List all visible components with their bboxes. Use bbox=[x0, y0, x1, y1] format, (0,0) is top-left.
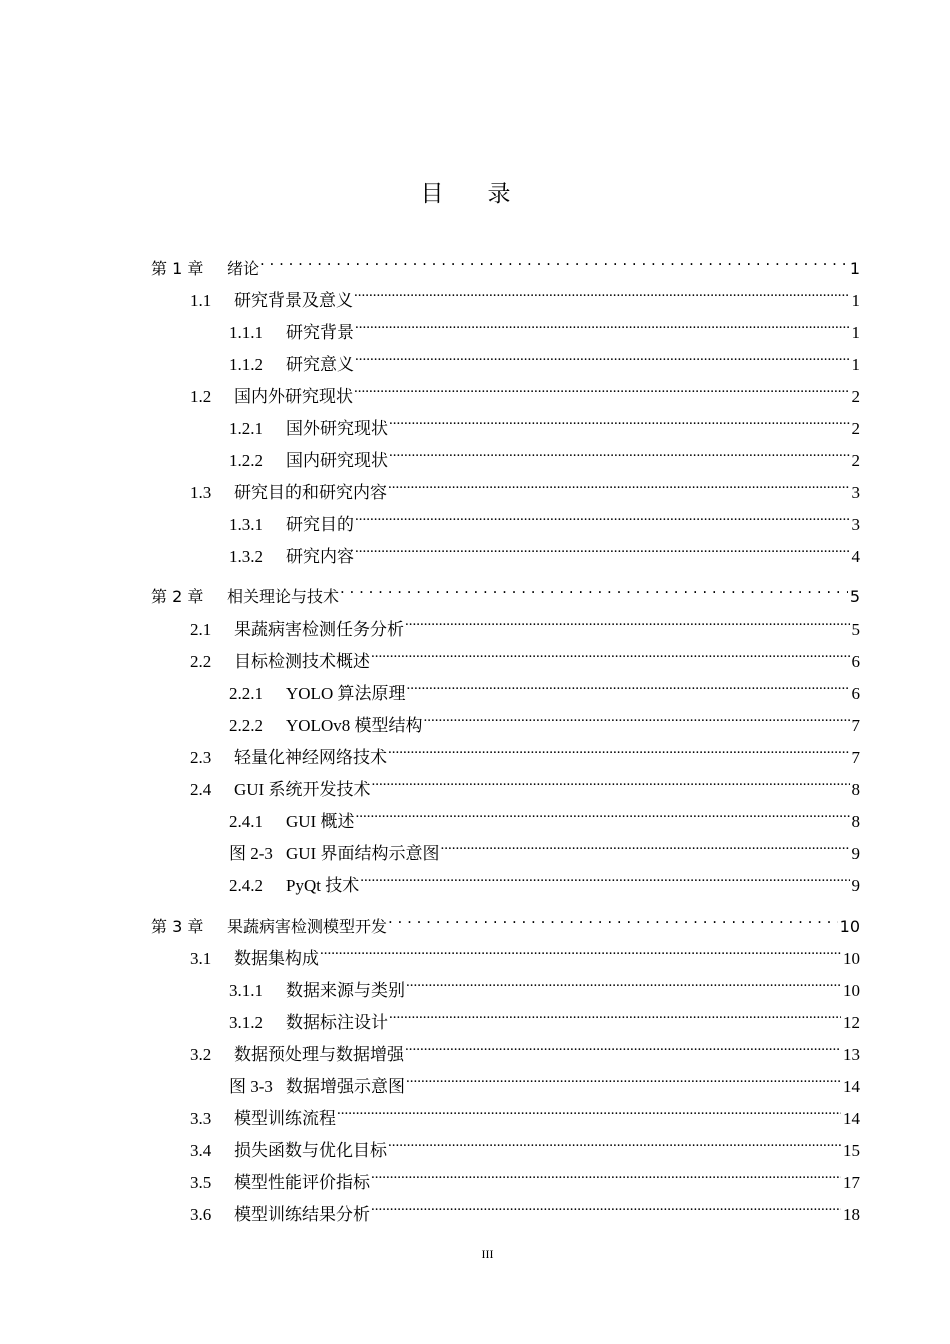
dot-leader bbox=[406, 669, 849, 699]
toc-entry-page-number: 2 bbox=[851, 451, 860, 470]
toc-entry[interactable] bbox=[229, 532, 860, 566]
toc-entry[interactable] bbox=[190, 1158, 860, 1192]
toc-entry-page-number: 7 bbox=[851, 748, 860, 767]
toc-entry-page-number: 9 bbox=[851, 876, 860, 895]
toc-entry-page-number: 2 bbox=[851, 387, 860, 406]
dot-leader bbox=[405, 605, 850, 635]
toc-entry-number: 3.1 bbox=[190, 949, 212, 968]
toc-entry[interactable] bbox=[229, 966, 860, 1000]
toc-entry[interactable] bbox=[151, 244, 860, 278]
dot-leader bbox=[354, 372, 850, 402]
toc-entry-page-number: 6 bbox=[851, 652, 860, 671]
toc-entry-title: 模型训练结果分析 bbox=[234, 1205, 370, 1224]
toc-entry-number: 3.5 bbox=[190, 1173, 212, 1192]
toc-entry-page-number: 10 bbox=[839, 917, 860, 936]
toc-entry-page-number: 8 bbox=[851, 780, 860, 799]
toc-entry-title: 相关理论与技术 bbox=[227, 587, 340, 606]
toc-entry-title: GUI 系统开发技术 bbox=[234, 780, 371, 799]
dot-leader bbox=[388, 733, 850, 763]
toc-entry-number: 3.1.1 bbox=[229, 981, 263, 1000]
dot-leader bbox=[355, 797, 849, 827]
toc-entry[interactable] bbox=[229, 797, 860, 831]
toc-entry[interactable] bbox=[190, 637, 860, 671]
toc-entry-title: 研究背景 bbox=[286, 323, 354, 342]
dot-leader bbox=[360, 861, 849, 891]
toc-entry-number: 1.1 bbox=[190, 291, 212, 310]
toc-entry[interactable] bbox=[229, 861, 860, 895]
dot-leader bbox=[388, 902, 838, 932]
dot-leader bbox=[389, 998, 841, 1028]
dot-leader bbox=[371, 1158, 841, 1188]
toc-entry[interactable] bbox=[190, 765, 860, 799]
toc-entry-title: 研究目的和研究内容 bbox=[234, 483, 387, 502]
toc-entry-number: 2.1 bbox=[190, 620, 212, 639]
toc-entry-title: 绪论 bbox=[227, 259, 260, 278]
toc-entry-number: 1.3.2 bbox=[229, 547, 263, 566]
toc-entry[interactable] bbox=[190, 276, 860, 310]
dot-leader bbox=[355, 340, 850, 370]
toc-entry-title: 果蔬病害检测模型开发 bbox=[227, 917, 388, 936]
toc-entry[interactable] bbox=[229, 500, 860, 534]
toc-entry-title: 研究内容 bbox=[286, 547, 354, 566]
toc-entry[interactable] bbox=[229, 1062, 860, 1096]
page-title: 目录 bbox=[420, 181, 555, 207]
toc-entry[interactable] bbox=[229, 829, 860, 863]
toc-entry-number: 3.6 bbox=[190, 1205, 212, 1224]
toc-entry-number: 3.1.2 bbox=[229, 1013, 263, 1032]
toc-entry-title: GUI 概述 bbox=[286, 812, 355, 831]
toc-entry-page-number: 8 bbox=[851, 812, 860, 831]
dot-leader bbox=[355, 532, 850, 562]
toc-entry-number: 3.3 bbox=[190, 1109, 212, 1128]
toc-entry[interactable] bbox=[190, 934, 860, 968]
toc-entry-page-number: 17 bbox=[843, 1173, 860, 1192]
dot-leader bbox=[371, 1190, 841, 1220]
toc-entry-number: 2.2.1 bbox=[229, 684, 263, 703]
toc-entry-page-number: 5 bbox=[849, 587, 860, 606]
toc-entry-number: 1.2.1 bbox=[229, 419, 263, 438]
toc-entry-page-number: 14 bbox=[843, 1109, 860, 1128]
toc-entry-number: 图 2-3 bbox=[229, 844, 273, 863]
toc-entry[interactable] bbox=[190, 1094, 860, 1128]
toc-entry-number: 3.2 bbox=[190, 1045, 212, 1064]
toc-entry-title: 模型性能评价指标 bbox=[234, 1173, 370, 1192]
toc-entry-title: 研究意义 bbox=[286, 355, 354, 374]
dot-leader bbox=[423, 701, 849, 731]
toc-entry-page-number: 6 bbox=[851, 684, 860, 703]
toc-entry[interactable] bbox=[151, 902, 860, 936]
dot-leader bbox=[340, 572, 848, 602]
toc-entry[interactable] bbox=[229, 701, 860, 735]
toc-entry-number: 1.1.1 bbox=[229, 323, 263, 342]
dot-leader bbox=[389, 404, 850, 434]
toc-entry-page-number: 14 bbox=[843, 1077, 860, 1096]
toc-entry-number: 图 3-3 bbox=[229, 1077, 273, 1096]
toc-entry-title: GUI 界面结构示意图 bbox=[286, 844, 440, 863]
toc-entry-page-number: 5 bbox=[851, 620, 860, 639]
toc-entry-number: 1.3 bbox=[190, 483, 212, 502]
dot-leader bbox=[260, 244, 848, 274]
toc-entry-number: 2.4.1 bbox=[229, 812, 263, 831]
toc-entry-title: 数据集构成 bbox=[234, 949, 319, 968]
toc-entry-number: 第 2 章 bbox=[151, 587, 204, 606]
toc-entry[interactable] bbox=[190, 733, 860, 767]
toc-entry-number: 2.2 bbox=[190, 652, 212, 671]
toc-entry-title: 国外研究现状 bbox=[286, 419, 388, 438]
toc-entry[interactable] bbox=[190, 1190, 860, 1224]
toc-entry[interactable] bbox=[229, 436, 860, 470]
toc-entry-title: 数据标注设计 bbox=[286, 1013, 388, 1032]
dot-leader bbox=[406, 1062, 841, 1092]
toc-entry-title: 数据预处理与数据增强 bbox=[234, 1045, 404, 1064]
toc-entry-page-number: 3 bbox=[851, 483, 860, 502]
dot-leader bbox=[371, 765, 849, 795]
toc-entry-title: YOLOv8 模型结构 bbox=[286, 716, 423, 735]
dot-leader bbox=[355, 308, 850, 338]
toc-entry-page-number: 9 bbox=[851, 844, 860, 863]
toc-entry[interactable] bbox=[190, 372, 860, 406]
toc-entry-title: YOLO 算法原理 bbox=[286, 684, 406, 703]
dot-leader bbox=[388, 1126, 841, 1156]
dot-leader bbox=[355, 500, 850, 530]
toc-entry-page-number: 13 bbox=[843, 1045, 860, 1064]
toc-entry-title: 研究背景及意义 bbox=[234, 291, 353, 310]
toc-entry[interactable] bbox=[190, 468, 860, 502]
toc-entry-number: 2.4 bbox=[190, 780, 212, 799]
toc-entry[interactable] bbox=[190, 1030, 860, 1064]
toc-entry-number: 1.2.2 bbox=[229, 451, 263, 470]
toc-entry-title: 损失函数与优化目标 bbox=[234, 1141, 387, 1160]
toc-entry-title: 数据增强示意图 bbox=[286, 1077, 405, 1096]
toc-entry-page-number: 12 bbox=[843, 1013, 860, 1032]
toc-entry-title: 研究目的 bbox=[286, 515, 354, 534]
toc-entry-title: 国内外研究现状 bbox=[234, 387, 353, 406]
dot-leader bbox=[354, 276, 850, 306]
toc-entry-title: 模型训练流程 bbox=[234, 1109, 336, 1128]
dot-leader bbox=[405, 1030, 841, 1060]
toc-entry-title: 果蔬病害检测任务分析 bbox=[234, 620, 404, 639]
toc-entry-page-number: 1 bbox=[851, 355, 860, 374]
toc-entry-page-number: 10 bbox=[843, 949, 860, 968]
page-number-footer: III bbox=[481, 1247, 494, 1261]
toc-entry[interactable] bbox=[190, 1126, 860, 1160]
toc-entry-number: 第 1 章 bbox=[151, 259, 204, 278]
toc-entry-title: 轻量化神经网络技术 bbox=[234, 748, 387, 767]
toc-entry-page-number: 1 bbox=[851, 323, 860, 342]
toc-entry[interactable] bbox=[229, 669, 860, 703]
toc-entry-title: 国内研究现状 bbox=[286, 451, 388, 470]
toc-entry-number: 3.4 bbox=[190, 1141, 212, 1160]
dot-leader bbox=[337, 1094, 841, 1124]
dot-leader bbox=[406, 966, 841, 996]
toc-entry[interactable] bbox=[229, 998, 860, 1032]
toc-entry[interactable] bbox=[229, 308, 860, 342]
toc-entry-number: 2.3 bbox=[190, 748, 212, 767]
toc-entry[interactable] bbox=[151, 572, 860, 606]
toc-entry-number: 1.3.1 bbox=[229, 515, 263, 534]
toc-entry-title: 目标检测技术概述 bbox=[234, 652, 370, 671]
toc-entry-title: 数据来源与类别 bbox=[286, 981, 405, 1000]
toc-entry-number: 1.1.2 bbox=[229, 355, 263, 374]
toc-entry-page-number: 10 bbox=[843, 981, 860, 1000]
toc-entry-page-number: 1 bbox=[851, 291, 860, 310]
toc-entry-number: 2.4.2 bbox=[229, 876, 263, 895]
toc-entry-title: PyQt 技术 bbox=[286, 876, 360, 895]
toc-entry-number: 2.2.2 bbox=[229, 716, 263, 735]
toc-entry-number: 1.2 bbox=[190, 387, 212, 406]
toc-entry-page-number: 7 bbox=[851, 716, 860, 735]
toc-entry-page-number: 18 bbox=[843, 1205, 860, 1224]
toc-entry-number: 第 3 章 bbox=[151, 917, 204, 936]
toc-entry-page-number: 3 bbox=[851, 515, 860, 534]
toc-entry[interactable] bbox=[190, 605, 860, 639]
dot-leader bbox=[320, 934, 841, 964]
dot-leader bbox=[440, 829, 849, 859]
dot-leader bbox=[388, 468, 850, 498]
toc-entry-page-number: 2 bbox=[851, 419, 860, 438]
dot-leader bbox=[389, 436, 850, 466]
toc-entry[interactable] bbox=[229, 404, 860, 438]
toc-entry-page-number: 1 bbox=[849, 259, 860, 278]
toc-entry[interactable] bbox=[229, 340, 860, 374]
toc-entry-page-number: 4 bbox=[851, 547, 860, 566]
toc-entry-page-number: 15 bbox=[843, 1141, 860, 1160]
dot-leader bbox=[371, 637, 850, 667]
